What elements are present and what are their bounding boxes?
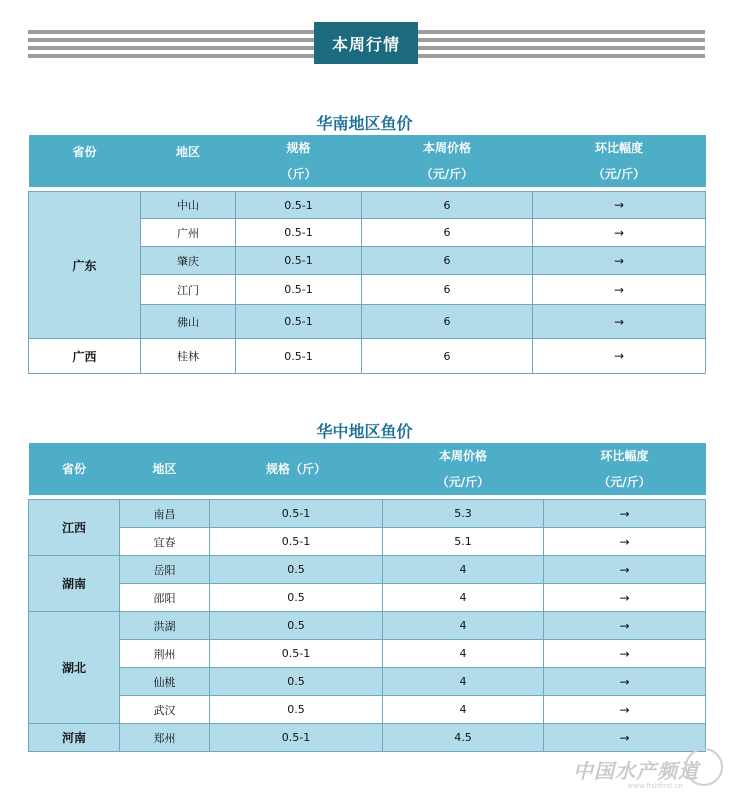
price-cell: 5.1 (383, 528, 544, 556)
globe-logo-icon (685, 748, 723, 786)
spec-cell: 0.5-1 (210, 500, 383, 528)
price-cell: 6 (362, 339, 533, 374)
col-spec-unit: （斤） (280, 167, 317, 181)
area-cell: 岳阳 (120, 556, 210, 584)
table-row (29, 556, 706, 584)
province-cell: 广东 (29, 192, 141, 339)
col-area: 地区 (175, 145, 200, 159)
table-row (29, 724, 706, 752)
price-cell: 6 (362, 247, 533, 275)
area-cell: 广州 (141, 219, 236, 247)
col-price-unit: （元/斤） (420, 167, 474, 181)
province-cell: 湖南 (29, 556, 120, 612)
table-row (29, 339, 706, 374)
change-arrow-icon: → (544, 696, 706, 724)
south-price-table (28, 135, 706, 374)
col-area: 地区 (152, 462, 177, 476)
change-arrow-icon: → (544, 668, 706, 696)
col-spec: 规格（斤） (265, 462, 326, 476)
price-cell: 4 (383, 640, 544, 668)
spec-cell: 0.5-1 (210, 724, 383, 752)
province-cell: 广西 (29, 339, 141, 374)
change-arrow-icon: → (533, 219, 706, 247)
area-cell: 南昌 (120, 500, 210, 528)
spec-cell: 0.5-1 (210, 528, 383, 556)
col-price: 本周价格 (438, 449, 487, 463)
change-arrow-icon: → (544, 556, 706, 584)
change-arrow-icon: → (544, 528, 706, 556)
change-arrow-icon: → (544, 640, 706, 668)
table-row (29, 192, 706, 219)
spec-cell: 0.5-1 (236, 339, 362, 374)
spec-cell: 0.5 (210, 556, 383, 584)
change-arrow-icon: → (533, 192, 706, 219)
table-row (29, 668, 706, 696)
central-section-title: 华中地区鱼价 (316, 422, 413, 441)
central-header-row (29, 443, 706, 469)
change-arrow-icon: → (544, 584, 706, 612)
change-arrow-icon: → (533, 305, 706, 339)
area-cell: 肇庆 (141, 247, 236, 275)
area-cell: 仙桃 (120, 668, 210, 696)
table-row (29, 500, 706, 528)
col-price-unit: （元/斤） (436, 475, 490, 489)
price-cell: 4.5 (383, 724, 544, 752)
change-arrow-icon: → (533, 247, 706, 275)
table-row (29, 612, 706, 640)
col-change: 环比幅度 (594, 141, 643, 155)
area-cell: 荆州 (120, 640, 210, 668)
col-province: 省份 (72, 145, 97, 159)
price-cell: 6 (362, 192, 533, 219)
price-cell: 6 (362, 305, 533, 339)
south-header-row (29, 135, 706, 161)
area-cell: 桂林 (141, 339, 236, 374)
spec-cell: 0.5 (210, 696, 383, 724)
change-arrow-icon: → (533, 275, 706, 305)
table-row (29, 528, 706, 556)
col-change: 环比幅度 (600, 449, 649, 463)
col-province: 省份 (61, 462, 86, 476)
change-arrow-icon: → (544, 500, 706, 528)
province-cell: 河南 (29, 724, 120, 752)
area-cell: 洪湖 (120, 612, 210, 640)
spec-cell: 0.5 (210, 668, 383, 696)
price-cell: 6 (362, 219, 533, 247)
province-cell: 江西 (29, 500, 120, 556)
price-cell: 4 (383, 556, 544, 584)
price-cell: 4 (383, 584, 544, 612)
spec-cell: 0.5-1 (236, 247, 362, 275)
page-title: 本周行情 (314, 22, 418, 64)
change-arrow-icon: → (544, 724, 706, 752)
province-cell: 湖北 (29, 612, 120, 724)
central-price-table (28, 443, 706, 752)
price-cell: 4 (383, 612, 544, 640)
table-row (29, 584, 706, 612)
spec-cell: 0.5-1 (236, 305, 362, 339)
area-cell: 佛山 (141, 305, 236, 339)
watermark-url: www.fishfirst.cn (627, 782, 683, 790)
spec-cell: 0.5 (210, 584, 383, 612)
price-cell: 5.3 (383, 500, 544, 528)
area-cell: 郑州 (120, 724, 210, 752)
spec-cell: 0.5-1 (236, 275, 362, 305)
area-cell: 宜春 (120, 528, 210, 556)
area-cell: 邵阳 (120, 584, 210, 612)
area-cell: 武汉 (120, 696, 210, 724)
spec-cell: 0.5-1 (236, 219, 362, 247)
change-arrow-icon: → (533, 339, 706, 374)
price-cell: 4 (383, 668, 544, 696)
area-cell: 江门 (141, 275, 236, 305)
col-change-unit: （元/斤） (598, 475, 651, 489)
table-row (29, 640, 706, 668)
price-cell: 6 (362, 275, 533, 305)
spec-cell: 0.5-1 (236, 192, 362, 219)
change-arrow-icon: → (544, 612, 706, 640)
spec-cell: 0.5-1 (210, 640, 383, 668)
col-spec: 规格 (286, 141, 311, 155)
spec-cell: 0.5 (210, 612, 383, 640)
watermark-text: 中国水产频道 (573, 759, 699, 783)
table-row (29, 696, 706, 724)
col-price: 本周价格 (422, 141, 471, 155)
area-cell: 中山 (141, 192, 236, 219)
south-section-title: 华南地区鱼价 (316, 114, 413, 133)
col-change-unit: （元/斤） (592, 167, 646, 181)
price-cell: 4 (383, 696, 544, 724)
